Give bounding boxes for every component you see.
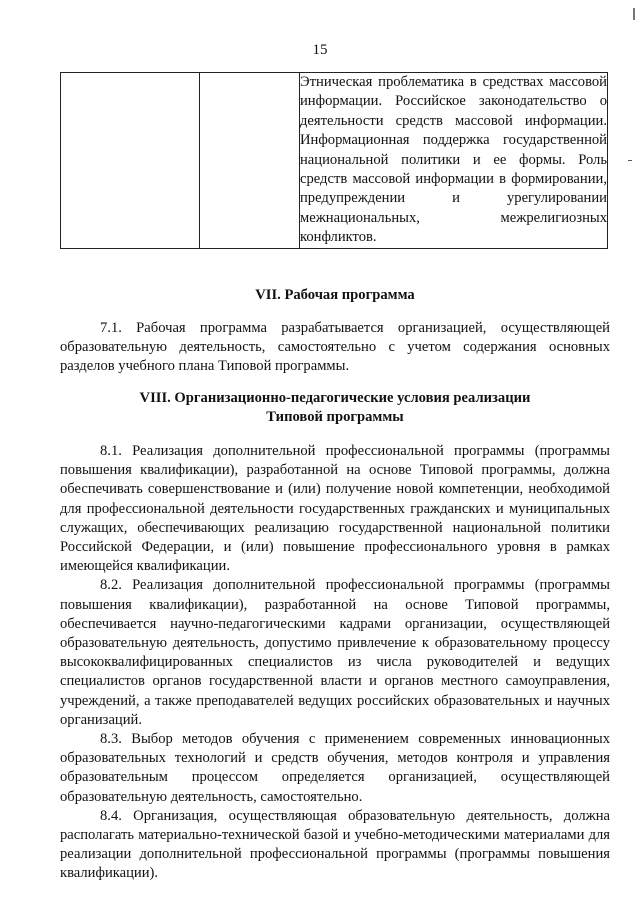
page-number: 15	[312, 42, 328, 58]
scan-artifact-mark	[633, 8, 635, 20]
paragraph-8-3: 8.3. Выбор методов обучения с применением современных инновационных образовательных технологий и средств обучения, методов контроля и управления образовательным процессом определяется организацией, осуществляющей образовательную деятельность, самостоятельно.	[60, 731, 610, 805]
section-8-heading-line-1: VIII. Организационно-педагогические условия реализации	[139, 390, 531, 406]
paragraph-8-4: 8.4. Организация, осуществляющая образовательную деятельность, должна располагать материально-технической базой и учебно-методическими материалами для реализации дополнительной профессиональной программы (программы повышения квалификации).	[60, 807, 610, 882]
section-8-heading-line-2: Типовой программы	[266, 409, 404, 425]
table-row	[61, 73, 608, 249]
table-cell-text: Этническая проблематика в средствах массовой информации. Российское законодательство о деятельности средств массовой информации. Информационная поддержка государственной национальной политики и ее формы. Роль средств массовой информации в формировании, предупреждении и урегулировании межнациональных, межрелигиозных конфликтов.	[300, 74, 607, 246]
paragraph-8-1: 8.1. Реализация дополнительной профессиональной программы (программы повышения квалификации), разработанной на основе Типовой программы, должна обеспечивать совершенствование и (или) получение новой компетенции, необходимой для профессиональной деятельности государственных гражданских и муниципальных служащих, обеспечивающих реализацию государственной национальной политики Российской Федерации, и (или) повышение профессионального уровня в рамках имеющейся квалификации.	[60, 443, 610, 575]
program-table	[60, 72, 608, 249]
paragraph-7-1: 7.1. Рабочая программа разрабатывается организацией, осуществляющей образовательную деятельность, самостоятельно с учетом содержания основных разделов учебного плана Типовой программы.	[60, 320, 610, 375]
table-cell-content	[300, 73, 608, 249]
paragraph-8-2: 8.2. Реализация дополнительной профессиональной программы (программы повышения квалификации), разработанной на основе Типовой программы, обеспечивается научно-педагогическими кадрами организации, осуществляющей образовательную деятельность, допустимо привлечение к образовательному процессу высококвалифицированных специалистов из числа руководителей и ведущих специалистов органов государственной власти и органов местного самоуправления, учреждений, а также преподавателей ведущих российских образовательных и научных организаций.	[60, 577, 610, 728]
table-cell-module	[200, 73, 300, 249]
table-cell-number	[61, 73, 200, 249]
section-8-body	[60, 442, 610, 884]
section-7-heading: VII. Рабочая программа	[255, 287, 415, 303]
margin-tick-mark	[628, 160, 632, 161]
section-7-body	[60, 319, 610, 377]
section-8-heading	[60, 389, 610, 427]
